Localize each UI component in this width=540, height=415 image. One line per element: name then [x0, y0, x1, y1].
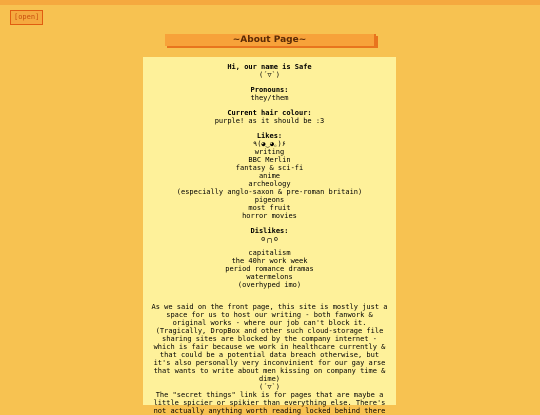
- likes-item: ٩(◕‿◕｡)۶: [252, 140, 286, 148]
- likes-item: pigeons: [254, 196, 285, 204]
- likes-item: horror movies: [242, 212, 297, 220]
- open-menu-button[interactable]: [open]: [10, 10, 43, 25]
- greeting-kaomoji: (´▽`): [258, 71, 281, 79]
- top-strip: [0, 0, 540, 5]
- likes-item: archeology: [248, 180, 291, 188]
- likes-item: BBC Merlin: [248, 156, 291, 164]
- dislikes-item: period romance dramas: [225, 265, 314, 273]
- likes-item: most fruit: [248, 204, 291, 212]
- likes-item: (especially anglo-saxon & pre-roman britain): [176, 188, 363, 196]
- secret-things-paragraph: The "secret things" link is for pages that are maybe a little spicier or spikier than everything else. There's not actually anything worth reading locked behind there: [153, 391, 386, 415]
- pronouns-heading: Pronouns:: [250, 86, 289, 94]
- likes-item: fantasy & sci-fi: [235, 164, 304, 172]
- dislikes-item: capitalism: [248, 249, 291, 257]
- hair-value: purple! as it should be :3: [214, 117, 325, 125]
- about-paragraph: As we said on the front page, this site is mostly just a space for us to host our writing - both fanwork & original works - where our job can't block it. (Tragically, DropBox and other such cloud-storage file sharing sites are blocked by the company internet - which is fair because we work in healthcare currently & that could be a potential data breach otherwise, but it's also personally very inconvinient for our gay arse that wants to write about men kissing on company time & dime): [151, 303, 388, 383]
- likes-heading: Likes:: [256, 132, 283, 140]
- dislikes-heading: Dislikes:: [250, 227, 289, 235]
- pronouns-value: they/them: [250, 94, 289, 102]
- hair-heading: Current hair colour:: [227, 109, 312, 117]
- about-kaomoji: (´▽`): [258, 383, 281, 391]
- dislikes-item: the 40hr work week: [231, 257, 308, 265]
- likes-item: anime: [258, 172, 281, 180]
- page-title: ~About Page~: [165, 34, 376, 46]
- dislikes-item: (overhyped imo): [237, 281, 302, 289]
- dislikes-item: ʘ╭╮ʘ: [261, 235, 278, 243]
- dislikes-item: watermelons: [246, 273, 293, 281]
- greeting: Hi, our name is Safe: [227, 63, 312, 71]
- about-panel: [143, 57, 396, 415]
- likes-item: writing: [254, 148, 285, 156]
- about-content: [143, 57, 396, 415]
